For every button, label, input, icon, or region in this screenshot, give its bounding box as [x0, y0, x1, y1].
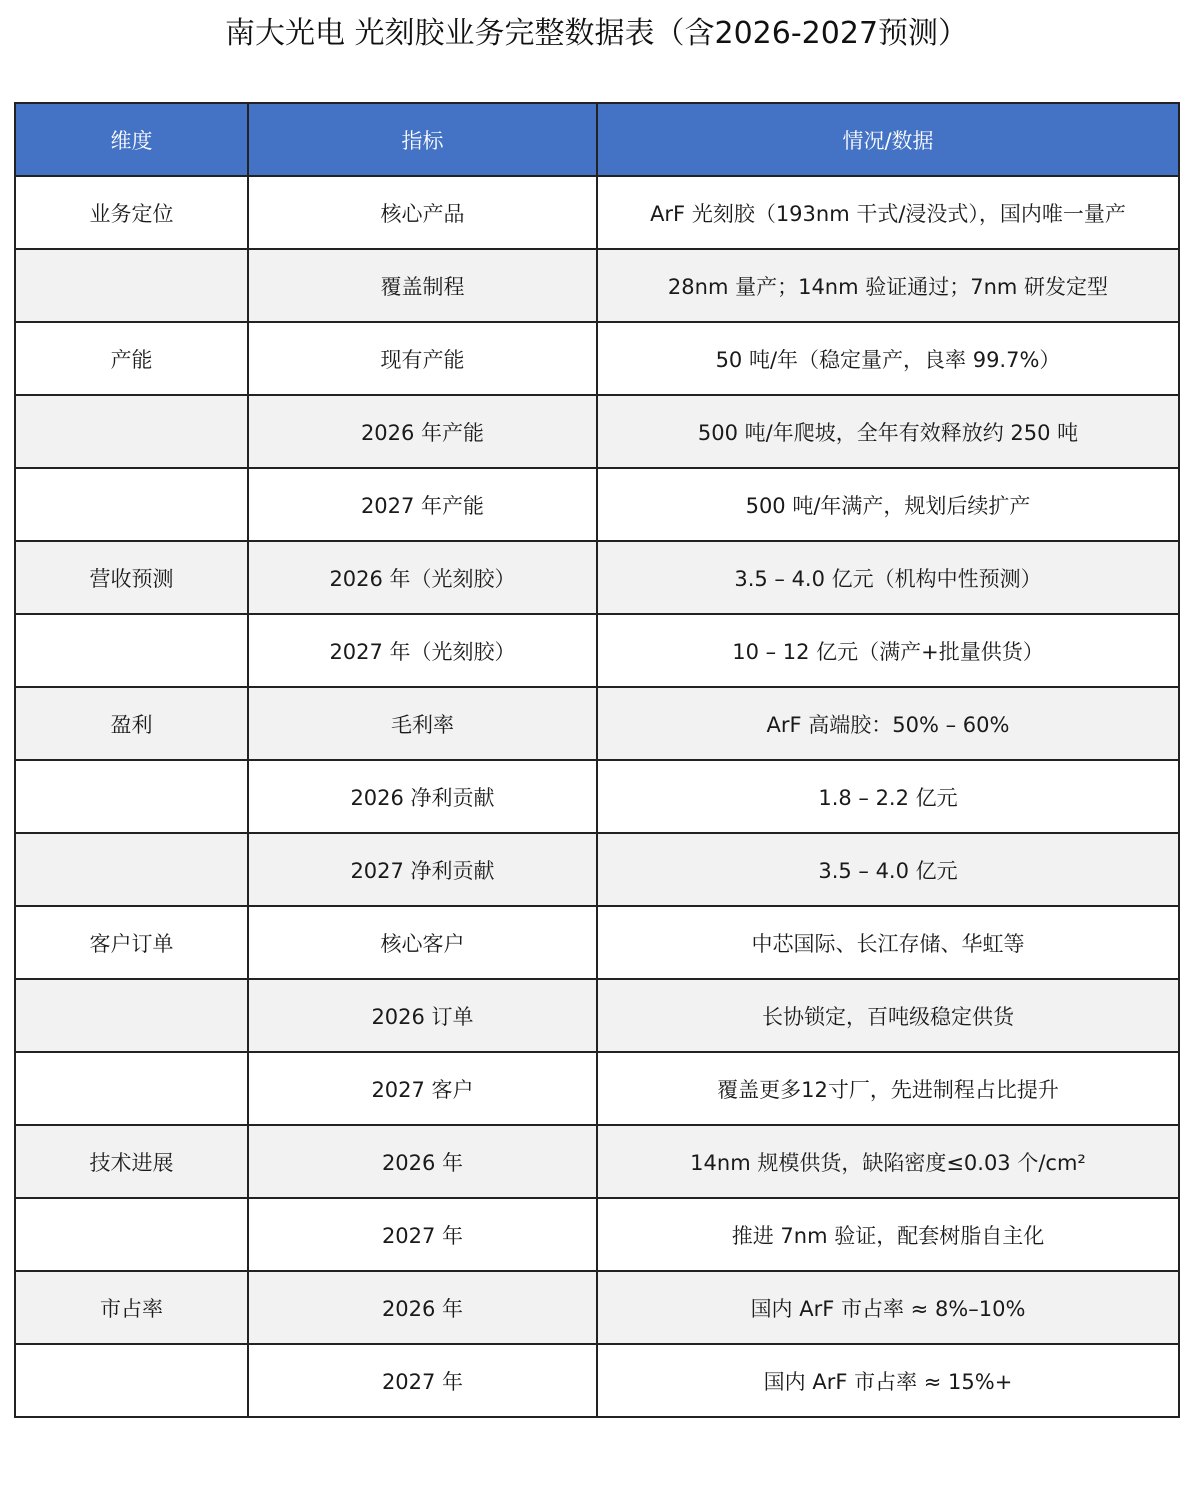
table-row [15, 1344, 1179, 1417]
cell-data: 3.5 – 4.0 亿元（机构中性预测） [597, 541, 1179, 614]
cell-indicator: 2027 年产能 [248, 468, 597, 541]
cell-indicator: 核心产品 [248, 176, 597, 249]
cell-data: 长协锁定，百吨级稳定供货 [597, 979, 1179, 1052]
cell-indicator: 2027 净利贡献 [248, 833, 597, 906]
table-row [15, 833, 1179, 906]
header-row [15, 103, 1179, 176]
cell-dimension [15, 1344, 248, 1417]
column-header-dimension: 维度 [15, 103, 248, 176]
cell-indicator: 核心客户 [248, 906, 597, 979]
table-row [15, 249, 1179, 322]
cell-data: 500 吨/年爬坡，全年有效释放约 250 吨 [597, 395, 1179, 468]
cell-dimension [15, 760, 248, 833]
table-row [15, 176, 1179, 249]
table-row [15, 541, 1179, 614]
cell-indicator: 覆盖制程 [248, 249, 597, 322]
table-header [15, 103, 1179, 176]
cell-indicator: 2027 年 [248, 1344, 597, 1417]
cell-indicator: 现有产能 [248, 322, 597, 395]
cell-data: ArF 光刻胶（193nm 干式/浸没式），国内唯一量产 [597, 176, 1179, 249]
table-row [15, 322, 1179, 395]
cell-indicator: 2026 年 [248, 1125, 597, 1198]
cell-indicator: 2027 客户 [248, 1052, 597, 1125]
table-row [15, 1271, 1179, 1344]
cell-data: ArF 高端胶：50% – 60% [597, 687, 1179, 760]
cell-dimension: 技术进展 [15, 1125, 248, 1198]
cell-indicator: 2027 年 [248, 1198, 597, 1271]
column-header-indicator: 指标 [248, 103, 597, 176]
cell-data: 28nm 量产；14nm 验证通过；7nm 研发定型 [597, 249, 1179, 322]
table-row [15, 1125, 1179, 1198]
cell-dimension [15, 979, 248, 1052]
cell-indicator: 2026 年产能 [248, 395, 597, 468]
cell-indicator: 2026 年 [248, 1271, 597, 1344]
cell-data: 覆盖更多12寸厂，先进制程占比提升 [597, 1052, 1179, 1125]
table-row [15, 614, 1179, 687]
table-row [15, 1052, 1179, 1125]
cell-dimension [15, 249, 248, 322]
cell-dimension: 客户订单 [15, 906, 248, 979]
cell-dimension [15, 1052, 248, 1125]
cell-data: 10 – 12 亿元（满产+批量供货） [597, 614, 1179, 687]
table-row [15, 979, 1179, 1052]
cell-dimension [15, 468, 248, 541]
cell-data: 1.8 – 2.2 亿元 [597, 760, 1179, 833]
cell-dimension [15, 833, 248, 906]
table-row [15, 468, 1179, 541]
table-row [15, 687, 1179, 760]
table-row [15, 906, 1179, 979]
cell-dimension [15, 395, 248, 468]
cell-dimension: 营收预测 [15, 541, 248, 614]
cell-dimension: 产能 [15, 322, 248, 395]
cell-indicator: 2027 年（光刻胶） [248, 614, 597, 687]
cell-indicator: 2026 净利贡献 [248, 760, 597, 833]
data-table [14, 102, 1180, 1418]
cell-data: 国内 ArF 市占率 ≈ 15%+ [597, 1344, 1179, 1417]
cell-data: 50 吨/年（稳定量产，良率 99.7%） [597, 322, 1179, 395]
table-row [15, 395, 1179, 468]
cell-dimension [15, 1198, 248, 1271]
cell-data: 中芯国际、长江存储、华虹等 [597, 906, 1179, 979]
cell-dimension [15, 614, 248, 687]
cell-data: 500 吨/年满产，规划后续扩产 [597, 468, 1179, 541]
table-row [15, 1198, 1179, 1271]
cell-indicator: 2026 年（光刻胶） [248, 541, 597, 614]
page-title: 南大光电 光刻胶业务完整数据表（含2026-2027预测） [224, 16, 969, 51]
cell-dimension: 市占率 [15, 1271, 248, 1344]
cell-data: 14nm 规模供货，缺陷密度≤0.03 个/cm² [597, 1125, 1179, 1198]
table-row [15, 760, 1179, 833]
cell-data: 推进 7nm 验证，配套树脂自主化 [597, 1198, 1179, 1271]
column-header-data: 情况/数据 [597, 103, 1179, 176]
table-body [15, 176, 1179, 1417]
cell-dimension: 盈利 [15, 687, 248, 760]
cell-data: 国内 ArF 市占率 ≈ 8%–10% [597, 1271, 1179, 1344]
cell-dimension: 业务定位 [15, 176, 248, 249]
cell-data: 3.5 – 4.0 亿元 [597, 833, 1179, 906]
cell-indicator: 2026 订单 [248, 979, 597, 1052]
cell-indicator: 毛利率 [248, 687, 597, 760]
